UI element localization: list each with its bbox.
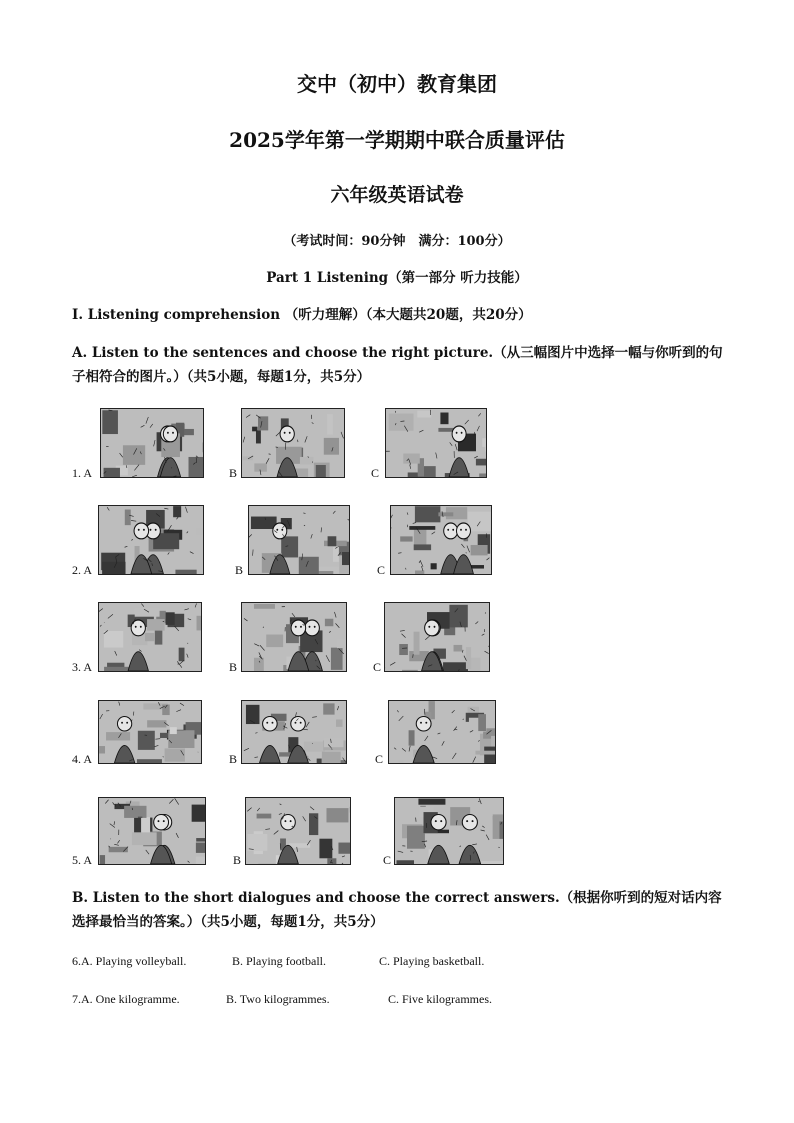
question-4-label-0: 4. A: [72, 752, 93, 766]
option-7b[interactable]: B. Two kilogrammes.: [226, 992, 330, 1006]
option-6a[interactable]: 6.A. Playing volleyball.: [72, 954, 187, 968]
field-landscape-picture[interactable]: [98, 797, 206, 865]
subject-title: 六年级英语试卷: [330, 184, 464, 206]
girl-with-cake-picture[interactable]: [98, 505, 204, 575]
question-1-label-0: 1. A: [72, 466, 93, 480]
option-6c[interactable]: C. Playing basketball.: [379, 954, 485, 968]
boy-eating-watermelon-picture[interactable]: [241, 602, 347, 672]
question-4-label-2: C: [375, 752, 384, 766]
section-heading: I. Listening comprehension （听力理解）（本大题共20题，共20分）: [72, 307, 532, 323]
question-4-label-1: B: [229, 752, 238, 766]
exam-info: （考试时间：90分钟 满分：100分）: [283, 234, 511, 249]
question-3-label-1: B: [229, 660, 238, 674]
option-7a[interactable]: 7.A. One kilogramme.: [72, 992, 180, 1006]
question-2-label-2: C: [377, 563, 386, 577]
question-5-label-2: C: [383, 853, 392, 867]
palace-woman-picture[interactable]: [241, 700, 347, 764]
boy-eating-meal-picture[interactable]: [384, 602, 490, 672]
part-title: Part 1 Listening（第一部分 听力技能）: [266, 270, 528, 286]
section-a-instruction: A. Listen to the sentences and choose the right picture.（从三幅图片中选择一幅与你听到的句子相符合的图片。）（共5小题，每题1分，共5分）: [72, 345, 723, 385]
woman-at-desk-picture[interactable]: [390, 505, 492, 575]
people-in-garden-picture[interactable]: [248, 505, 350, 575]
section-b-instruction: B. Listen to the short dialogues and choose the correct answers.（根据你听到的短对话内容选择最恰当的答案。）（共5小题，每题1分，共5分）: [72, 890, 722, 930]
question-2-label-0: 2. A: [72, 563, 93, 577]
boy-reading-picture[interactable]: [100, 408, 204, 478]
question-3-label-2: C: [373, 660, 382, 674]
question-2-label-1: B: [235, 563, 244, 577]
school-name: 交中（初中）教育集团: [297, 72, 497, 96]
question-5-label-1: B: [233, 853, 242, 867]
people-outdoors-picture[interactable]: [245, 797, 351, 865]
venice-street-picture[interactable]: [98, 700, 202, 764]
classroom-picture[interactable]: [394, 797, 504, 865]
term-title: 2025学年第一学期期中联合质量评估: [229, 128, 565, 152]
family-reading-newspaper-picture[interactable]: [241, 408, 345, 478]
question-1-label-2: C: [371, 466, 380, 480]
library-people-picture[interactable]: [385, 408, 487, 478]
question-5-label-0: 5. A: [72, 853, 93, 867]
option-6b[interactable]: B. Playing football.: [232, 954, 326, 968]
boy-playing-picture[interactable]: [98, 602, 202, 672]
question-3-label-0: 3. A: [72, 660, 93, 674]
paris-tower-picture[interactable]: [388, 700, 496, 764]
question-1-label-1: B: [229, 466, 238, 480]
option-7c[interactable]: C. Five kilogrammes.: [388, 992, 492, 1006]
